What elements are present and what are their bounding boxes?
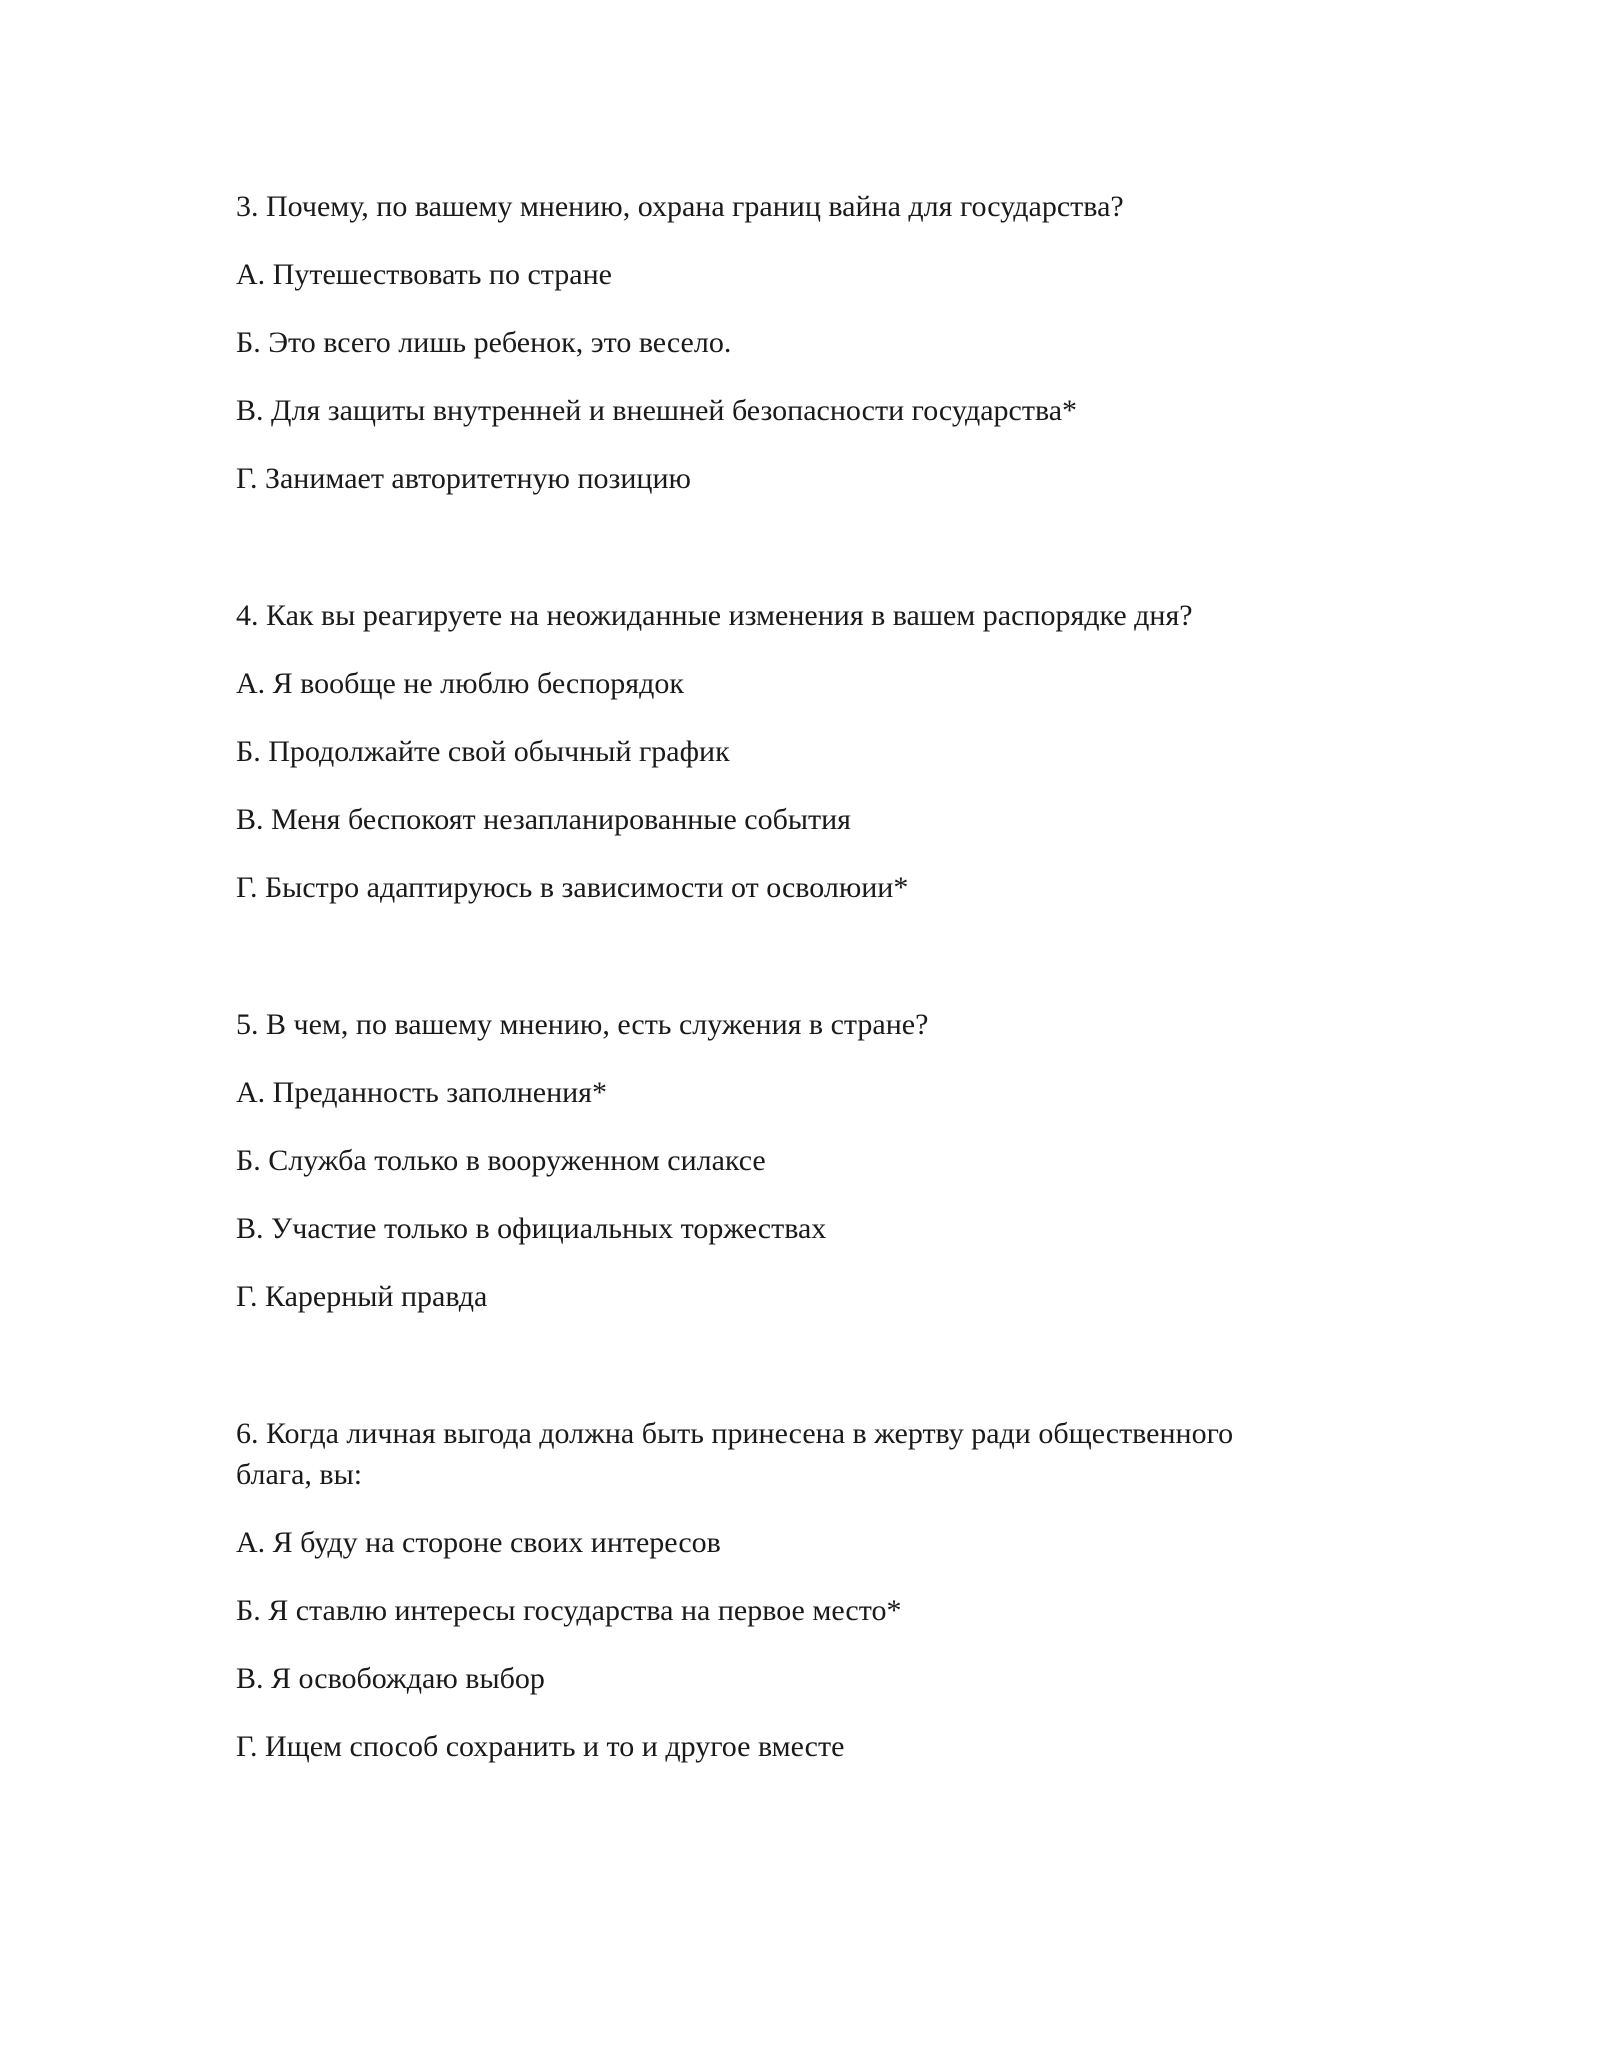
option-v: В. Участие только в официальных торжествах xyxy=(236,1212,827,1245)
option-g: Г. Занимает авторитетную позицию xyxy=(236,462,691,495)
option-a: А. Преданность заполнения* xyxy=(236,1076,607,1109)
question-text: 3. Почему, по вашему мнению, охрана границ вайна для государства? xyxy=(236,190,1124,223)
option-a: А. Я буду на стороне своих интересов xyxy=(236,1526,721,1559)
option-g: Г. Ищем способ сохранить и то и другое вместе xyxy=(236,1730,845,1763)
option-v: В. Для защиты внутренней и внешней безопасности государства* xyxy=(236,394,1078,427)
option-a: А. Путешествовать по стране xyxy=(236,258,612,291)
option-b: Б. Служба только в вооруженном силаксе xyxy=(236,1144,766,1177)
question-5 xyxy=(236,1004,1316,1317)
option-g: Г. Карерный правда xyxy=(236,1280,488,1313)
question-text: 6. Когда личная выгода должна быть принесена в жертву ради общественного блага, вы: xyxy=(236,1417,1234,1491)
option-v: В. Меня беспокоят незапланированные события xyxy=(236,803,851,836)
question-4 xyxy=(236,595,1316,908)
option-b: Б. Продолжайте свой обычный график xyxy=(236,735,730,768)
question-3 xyxy=(236,186,1316,499)
option-b: Б. Это всего лишь ребенок, это весело. xyxy=(236,326,732,359)
option-v: В. Я освобождаю выбор xyxy=(236,1662,545,1695)
questionnaire xyxy=(236,186,1316,1767)
option-g: Г. Быстро адаптируюсь в зависимости от осволюии* xyxy=(236,871,909,904)
question-text: 4. Как вы реагируете на неожиданные изменения в вашем распорядке дня? xyxy=(236,599,1193,632)
option-b: Б. Я ставлю интересы государства на первое место* xyxy=(236,1594,902,1627)
option-a: А. Я вообще не люблю беспорядок xyxy=(236,667,684,700)
question-6 xyxy=(236,1413,1316,1767)
question-text: 5. В чем, по вашему мнению, есть служения в стране? xyxy=(236,1008,929,1041)
